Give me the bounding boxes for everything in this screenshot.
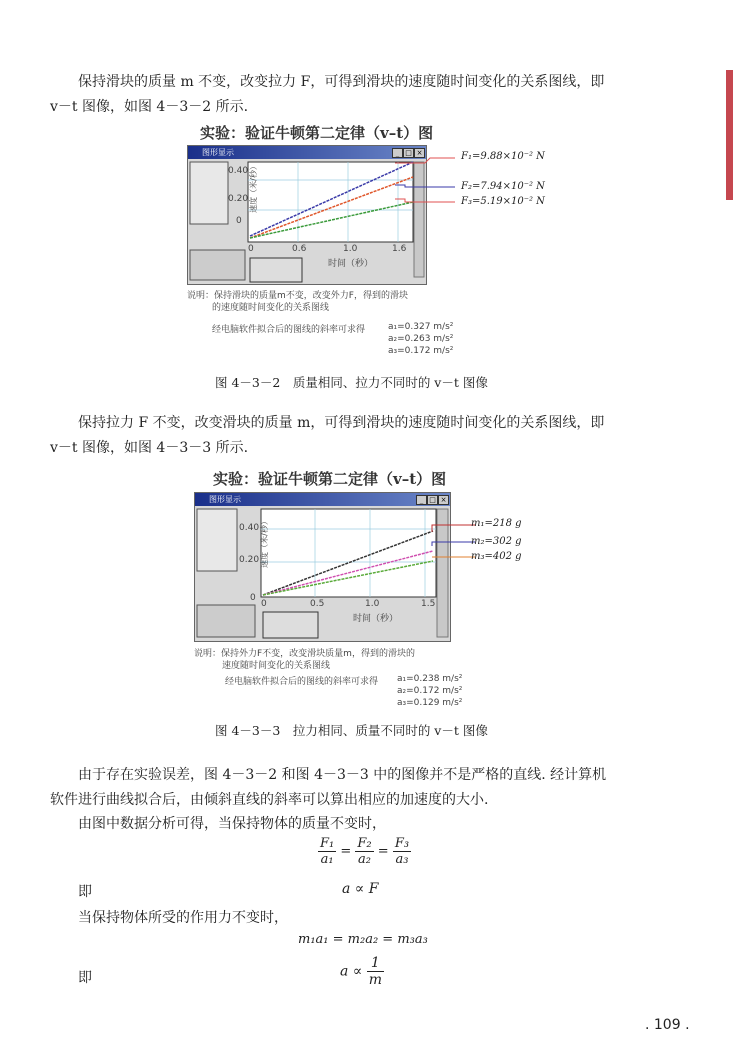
fig2-xaxis-label: 时间（秒） bbox=[353, 614, 399, 624]
equation-force-ratio: $\frac{\text{F₁}}{\text{a₁}}$ = $\frac{\text{F₂}}{\text{a₂}}$ = $\frac{\text{F₃}}{\text{a₃}}$ bbox=[320, 836, 410, 867]
para4-line: 当保持物体所受的作用力不变时， bbox=[78, 910, 288, 926]
fig2-xtick: 1.0 bbox=[365, 599, 380, 609]
fig2-window bbox=[194, 492, 451, 642]
minimize-button[interactable]: _ bbox=[416, 495, 427, 505]
fig2-note2: 速度随时间变化的关系图线 bbox=[222, 661, 331, 671]
fig2-xtick: 0.5 bbox=[310, 599, 325, 609]
fig1-a1: a₁=0.327 m/s² bbox=[388, 322, 454, 332]
minimize-button[interactable]: _ bbox=[392, 148, 403, 158]
para3-line3: 由图中数据分析可得，当保持物体的质量不变时， bbox=[78, 816, 386, 832]
fig2-label-m2: m₂=302 g bbox=[471, 536, 522, 547]
maximize-button[interactable]: □ bbox=[403, 148, 414, 158]
fig1-label-f1: F₁=9.88×10⁻² N bbox=[461, 151, 545, 162]
fig2-xtick: 0 bbox=[261, 599, 267, 609]
para1-line2: v－t 图像，如图 4－3－2 所示. bbox=[50, 99, 249, 115]
fig1-window bbox=[187, 145, 427, 285]
fig2-window-title: 图形显示 bbox=[195, 493, 450, 506]
page-number: . 109 . bbox=[645, 1017, 690, 1033]
fig2-label-m3: m₃=402 g bbox=[471, 551, 522, 562]
fig2-label-m1: m₁=218 g bbox=[471, 518, 522, 529]
fig1-xtick: 0 bbox=[248, 244, 254, 254]
fig1-ytick: 0.40 bbox=[228, 166, 249, 176]
fig2-note1: 说明：保持外力F不变，改变滑块质量m，得到的滑块的 bbox=[194, 649, 415, 659]
fig1-window-title: 图形显示 bbox=[188, 146, 426, 159]
close-button[interactable]: × bbox=[438, 495, 449, 505]
fig1-a3: a₃=0.172 m/s² bbox=[388, 346, 454, 356]
fig2-ytick: 0.40 bbox=[239, 523, 260, 533]
fig1-xtick: 0.6 bbox=[292, 244, 307, 254]
equation-a-prop-inv-m: a ∝ $\frac{1}{m}$ bbox=[340, 955, 383, 988]
fig1-graph bbox=[188, 160, 426, 284]
fig1-ytick: 0.20 bbox=[228, 194, 249, 204]
fig1-ytick: 0 bbox=[236, 216, 242, 226]
fig1-xtick: 1.0 bbox=[343, 244, 358, 254]
fig1-yaxis-label: 速度（米/秒） bbox=[248, 162, 258, 213]
fig2-a1: a₁=0.238 m/s² bbox=[397, 674, 463, 684]
fig1-title: 实验：验证牛顿第二定律（v–t）图 bbox=[200, 124, 434, 142]
chapter-side-tab bbox=[726, 70, 733, 200]
maximize-button[interactable]: □ bbox=[427, 495, 438, 505]
para3-line2: 软件进行曲线拟合后，由倾斜直线的斜率可以算出相应的加速度的大小. bbox=[50, 792, 489, 808]
fig2-title: 实验：验证牛顿第二定律（v–t）图 bbox=[213, 470, 447, 488]
fig1-label-f3: F₃=5.19×10⁻² N bbox=[461, 196, 545, 207]
equation-a-prop-f: a ∝ F bbox=[342, 881, 379, 897]
fig2-yaxis-label: 速度（米/秒） bbox=[259, 517, 269, 568]
close-button[interactable]: × bbox=[414, 148, 425, 158]
fig2-a2: a₂=0.172 m/s² bbox=[397, 686, 463, 696]
fig1-label-f2: F₂=7.94×10⁻² N bbox=[461, 181, 545, 192]
fig1-caption: 图 4－3－2 质量相同、拉力不同时的 v－t 图像 bbox=[215, 375, 488, 390]
para3-line1: 由于存在实验误差，图 4－3－2 和图 4－3－3 中的图像并不是严格的直线. 经计算机 bbox=[78, 767, 607, 783]
fig1-note1: 说明：保持滑块的质量m不变，改变外力F，得到的滑块 bbox=[187, 291, 408, 301]
fig1-xaxis-label: 时间（秒） bbox=[328, 259, 374, 269]
ji-label-2: 即 bbox=[78, 970, 92, 986]
fig2-ytick: 0 bbox=[250, 593, 256, 603]
fig1-a2: a₂=0.263 m/s² bbox=[388, 334, 454, 344]
fig2-xtick: 1.5 bbox=[421, 599, 436, 609]
fig2-graph bbox=[195, 507, 450, 641]
fig1-leader-lines bbox=[395, 155, 460, 210]
fig1-fit-text: 经电脑软件拟合后的图线的斜率可求得 bbox=[212, 325, 366, 335]
equation-mass-product: m₁a₁ = m₂a₂ = m₃a₃ bbox=[298, 932, 428, 947]
fig2-fit-text: 经电脑软件拟合后的图线的斜率可求得 bbox=[225, 677, 379, 687]
fig2-a3: a₃=0.129 m/s² bbox=[397, 698, 463, 708]
para2-line1: 保持拉力 F 不变，改变滑块的质量 m，可得到滑块的速度随时间变化的关系图线，即 bbox=[78, 415, 605, 431]
fig2-ytick: 0.20 bbox=[239, 555, 260, 565]
para1-line1: 保持滑块的质量 m 不变，改变拉力 F，可得到滑块的速度随时间变化的关系图线，即 bbox=[78, 74, 605, 90]
para2-line2: v－t 图像，如图 4－3－3 所示. bbox=[50, 440, 249, 456]
ji-label-1: 即 bbox=[78, 884, 92, 900]
fig1-xtick: 1.6 bbox=[392, 244, 407, 254]
fig2-caption: 图 4－3－3 拉力相同、质量不同时的 v－t 图像 bbox=[215, 723, 488, 738]
fig1-note2: 的速度随时间变化的关系图线 bbox=[212, 303, 330, 313]
